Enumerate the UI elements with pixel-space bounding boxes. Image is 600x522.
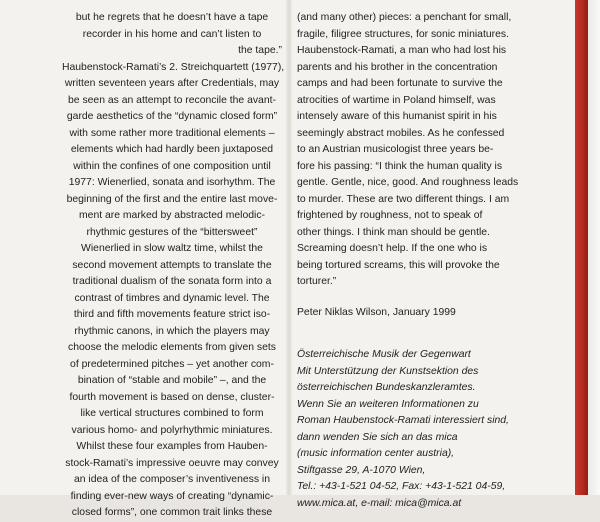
text-line: like vertical structures combined to form <box>80 408 264 419</box>
credit-line: Mit Unterstützung der Kunstsektion des <box>297 365 479 377</box>
text-line: fourth movement is based on dense, cluster- <box>69 391 275 403</box>
text-line: (and many other) pieces: a penchant for small, <box>297 12 512 23</box>
text-line: closed forms”, one common trait links these <box>71 507 273 518</box>
text-line: fragile, filigree structures, for sonic miniatures. <box>297 28 509 40</box>
text-line: frightened by roughness, not to speak of <box>297 210 483 221</box>
text-line: other things. I think man should be gentle. <box>297 226 490 238</box>
text-line: ment are marked by abstracted melodic- <box>79 210 265 221</box>
author-signature: Peter Niklas Wilson, January 1999 <box>297 306 456 318</box>
page-gutter <box>286 0 292 495</box>
text-line: finding ever-new ways of creating “dynamic- <box>70 490 274 502</box>
text-line: rhythmic gestures of the “bittersweet” <box>86 226 258 238</box>
text-line: elements which had hardly been juxtaposed <box>70 144 274 155</box>
spacer <box>297 335 537 347</box>
credit-line: österreichischen Bundeskanzleramtes. <box>297 382 476 393</box>
body-text <box>297 10 537 291</box>
text-line: atrocities of wartime in Poland himself, was <box>297 94 496 106</box>
text-line: garde aesthetics of the “dynamic closed form” <box>66 111 278 122</box>
text-line: traditional dualism of the sonata form into a <box>72 276 272 287</box>
text-line: various homo- and polyrhythmic miniatures. <box>71 424 273 436</box>
text-line: beginning of the first and the entire last move- <box>66 193 278 205</box>
right-text-column <box>297 10 537 512</box>
text-line: torturer.” <box>297 276 337 287</box>
text-line: Wienerlied in slow waltz time, whilst the <box>81 243 263 254</box>
credit-line: (music information center austria), <box>297 448 455 459</box>
text-line: Haubenstock-Ramati’s 2. Streichquartett (1977), <box>62 61 285 73</box>
text-line: parents and his brother in the concentration <box>297 61 498 73</box>
credit-line: Roman Haubenstock-Ramati interessiert sind, <box>297 415 509 426</box>
text-line: be seen as an attempt to reconcile the avant- <box>68 94 276 106</box>
text-line: with some rather more traditional elements – <box>69 127 275 139</box>
text-line: 1977: Wienerlied, sonata and isorhythm. The <box>68 177 276 188</box>
text-line: seemingly abstract mobiles. As he confessed <box>297 127 505 139</box>
text-line: intensely aware of this humanist spirit in his <box>297 111 497 122</box>
text-line: camps and had been fortunate to survive the <box>297 78 503 89</box>
spacer <box>297 321 537 335</box>
text-line: but he regrets that he doesn’t have a tape <box>75 12 269 23</box>
text-line: to an Austrian musicologist three years be- <box>297 144 494 155</box>
text-line: contrast of timbres and dynamic level. The <box>74 292 270 304</box>
white-cover-edge <box>588 0 600 495</box>
text-line: within the confines of one composition until <box>73 160 271 172</box>
text-line: Whilst these four examples from Hauben- <box>76 441 268 452</box>
text-line: rhythmic canons, in which the players may <box>74 325 270 337</box>
text-line: fore his passing: “I think the human quality is <box>297 160 503 172</box>
text-line: second movement attempts to translate the <box>72 259 272 271</box>
text-line: being tortured screams, this will provoke the <box>297 259 500 271</box>
text-line: written seventeen years after Credentials, may <box>64 78 280 89</box>
credit-line: Wenn Sie an weiteren Informationen zu <box>297 398 479 410</box>
credit-line: Österreichische Musik der Gegenwart <box>297 349 471 360</box>
text-line: Haubenstock-Ramati, a man who had lost his <box>297 45 507 56</box>
text-line: choose the melodic elements from given sets <box>68 342 276 353</box>
left-text-column <box>62 10 285 522</box>
text-line: an idea of the composer’s inventiveness in <box>73 474 270 485</box>
credit-line: dann wenden Sie sich an das mica <box>297 431 458 443</box>
text-line: to murder. These are two different things. I am <box>297 193 510 205</box>
credit-line: Tel.: +43-1-521 04-52, Fax: +43-1-521 04-59, <box>297 481 506 492</box>
credit-line: Stiftgasse 29, A-1070 Wien, <box>297 464 426 476</box>
text-line: the tape.” <box>238 45 282 56</box>
credits-block <box>297 347 537 512</box>
text-line: gentle. Gentle, nice, good. And roughness leads <box>297 177 519 188</box>
credit-line: www.mica.at, e-mail: mica@mica.at <box>297 497 462 509</box>
red-cover-edge <box>575 0 588 495</box>
text-line: of predetermined pitches – yet another com- <box>70 358 274 370</box>
text-line: stock-Ramati’s impressive oeuvre may convey <box>65 457 279 469</box>
text-line: third and fifth movements feature strict iso- <box>73 309 271 320</box>
text-line: Screaming doesn’t help. If the one who is <box>297 243 488 254</box>
text-line: bination of “stable and mobile” –, and the <box>77 375 267 386</box>
text-line: recorder in his home and can’t listen to <box>82 28 262 40</box>
spacer <box>297 291 537 305</box>
